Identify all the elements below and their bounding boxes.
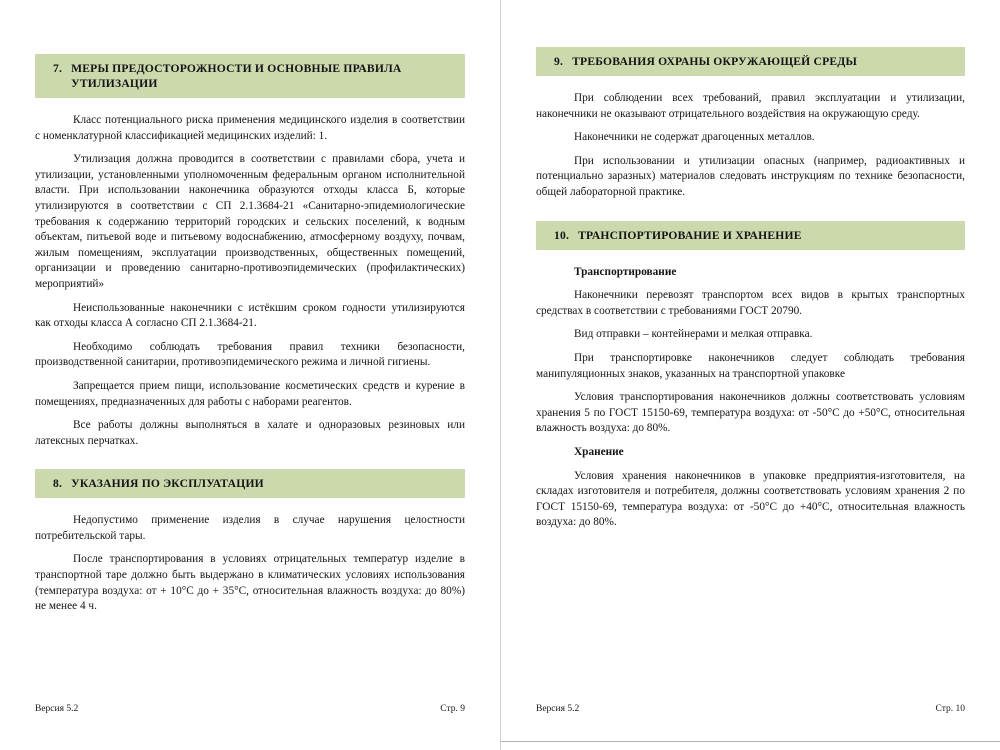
paragraph: Условия транспортирования наконечников должны соответствовать условиям хранения 5 по ГОСТ 15150-69, температура воздуха: от -50°С до +50°С, относительная влажность воздуха: до 80%.	[536, 391, 965, 435]
section-title: УКАЗАНИЯ ПО ЭКСПЛУАТАЦИИ	[71, 477, 264, 491]
paragraph: Условия хранения наконечников в упаковке предприятия-изготовителя, на складах изготовителя и потребителя, должны соответствовать условиям хранения 2 по ГОСТ 15150-69, температура воздуха: от -50°С до +40°С, относительная влажность воздуха: до 80%.	[536, 469, 965, 529]
paragraph: Необходимо соблюдать требования правил техники безопасности, производственной санитарии, противоэпидемического режима и личной гигиены.	[35, 340, 465, 369]
footer-page-number: Стр. 9	[440, 704, 465, 714]
section-title: МЕРЫ ПРЕДОСТОРОЖНОСТИ И ОСНОВНЫЕ ПРАВИЛА УТИЛИЗАЦИИ	[71, 62, 402, 90]
paragraph: Наконечники не содержат драгоценных металлов.	[574, 131, 815, 144]
section-number: 9.	[554, 55, 564, 68]
paragraph: Все работы должны выполняться в халате и одноразовых резиновых или латексных перчатках.	[35, 419, 465, 447]
page-footer	[536, 704, 965, 714]
section-header-10	[536, 221, 965, 250]
page-9-content	[0, 0, 500, 615]
section-number: 10.	[554, 228, 570, 242]
paragraph: Вид отправки – контейнерами и мелкая отправка.	[574, 328, 813, 341]
paragraph: Неиспользованные наконечники с истёкшим сроком годности утилизируются как отходы класса А согласно СП 2.1.3684-21.	[35, 301, 465, 330]
subheading-storage: Хранение	[574, 445, 624, 458]
paragraph: Наконечники перевозят транспортом всех видов в крытых транспортных средствах в соответствии с требованиями ГОСТ 20790.	[536, 289, 965, 317]
section-header-7	[35, 54, 465, 98]
page-footer	[35, 704, 465, 714]
paragraph: Класс потенциального риска применения медицинского изделия в соответствии с номенклатурной классификацией медицинских изделий: 1.	[35, 114, 465, 142]
paragraph: Утилизация должна проводится в соответствии с правилами сбора, учета и утилизации, установленными уполномоченным федеральным органом исполнительной власти. При использовании наконечника образуются отходы класса Б, которые утилизируются в соответствии с СП 2.1.3684-21 «Санитарно-эпидемиологические требования к содержанию территорий городских и сельских поселений, к водным объектам, питьевой воде и питьевому водоснабжению, атмосферному воздуху, почвам, жилым помещениям, эксплуатации производственных, общественных помещений, организации и проведению санитарно-противоэпидемических (профилактических) мероприятий»	[35, 153, 465, 290]
paragraph: При использовании и утилизации опасных (например, радиоактивных и потенциально заразных) материалов следовать инструкциям по технике безопасности, общей лабораторной практике.	[536, 154, 965, 198]
section-header-9	[536, 47, 965, 76]
section-title: ТРЕБОВАНИЯ ОХРАНЫ ОКРУЖАЮЩЕЙ СРЕДЫ	[572, 55, 858, 68]
paragraph: После транспортирования в условиях отрицательных температур изделие в транспортной таре должно быть выдержано в климатических условиях использования (температура воздуха: от + 10°С до + 35°С, относительная влажность воздуха: до 80%) не менее 4 ч.	[35, 553, 465, 613]
section-title: ТРАНСПОРТИРОВАНИЕ И ХРАНЕНИЕ	[578, 228, 802, 242]
section-number: 7.	[53, 62, 63, 75]
footer-version: Версия 5.2	[536, 704, 580, 714]
paragraph: При транспортировке наконечников следует соблюдать требования манипуляционных знаков, указанных на транспортной упаковке	[536, 351, 965, 380]
paragraph: Запрещается прием пищи, использование косметических средств и курение в помещениях, предназначенных для работы с наборами реагентов.	[35, 379, 465, 408]
page-10	[500, 0, 1000, 750]
footer-version: Версия 5.2	[35, 704, 79, 714]
footer-page-number: Стр. 10	[935, 704, 965, 714]
paragraph: При соблюдении всех требований, правил эксплуатации и утилизации, наконечники не оказывают отрицательного воздействия на окружающую среду.	[536, 92, 965, 120]
paragraph: Недопустимо применение изделия в случае нарушения целостности потребительской тары.	[35, 514, 465, 542]
subheading-transport: Транспортирование	[574, 265, 677, 278]
section-header-8	[35, 469, 465, 498]
page-10-content	[501, 0, 1000, 531]
section-number: 8.	[53, 477, 63, 491]
